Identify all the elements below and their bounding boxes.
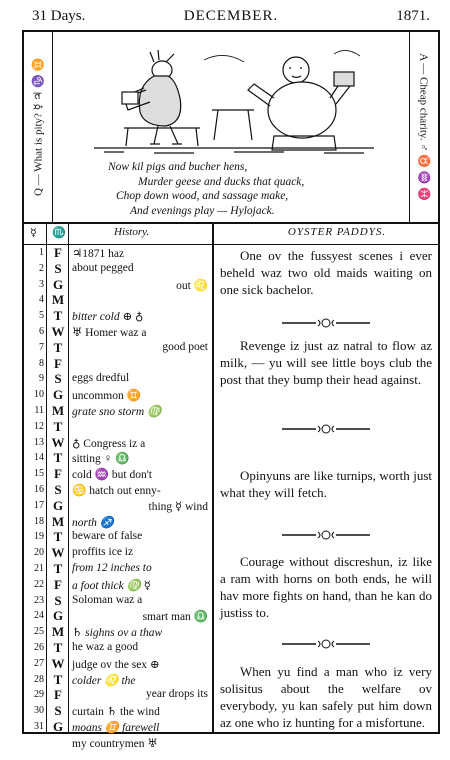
day-letter: F [54, 355, 62, 371]
day-letter: F [54, 466, 62, 482]
essay-paragraph: Opinyuns are like turnips, worth just what they will fetch. [220, 468, 432, 500]
history-note: eggs dredful [72, 372, 130, 385]
day-letter: F [54, 245, 62, 260]
ornament-divider [280, 638, 372, 650]
day-letter: T [53, 529, 63, 545]
day-number: 7 [39, 341, 44, 353]
day-letter: S [54, 592, 62, 608]
day-row [24, 577, 212, 593]
day-number: 29 [34, 689, 44, 701]
history-note: ♁ Congress iz a [72, 437, 146, 450]
verse-line: And evenings play — Hylojack. [130, 204, 275, 217]
left-margin-question [24, 32, 53, 222]
day-letter: T [53, 639, 63, 655]
history-note: he waz a good [72, 640, 139, 653]
day-letter: M [51, 402, 65, 418]
day-number: 11 [34, 404, 44, 416]
history-note: judge ov the sex ⊕ [72, 658, 160, 671]
day-letter: T [53, 560, 63, 576]
history-note: ♅ Homer waz a [72, 326, 147, 339]
day-row [24, 308, 212, 324]
day-number: 14 [34, 452, 44, 464]
day-letter: W [51, 545, 65, 561]
year: 1871. [396, 8, 430, 24]
day-row [24, 719, 212, 735]
day-number: 22 [34, 578, 44, 590]
day-letter: S [54, 481, 62, 497]
day-letter: M [51, 513, 65, 529]
day-number: 16 [34, 483, 44, 495]
history-note: smart man ♎ [142, 611, 208, 624]
history-note: thing ☿ wind [148, 500, 208, 513]
day-letter: G [52, 387, 64, 403]
history-note: cold ♒ but don't [72, 469, 152, 482]
essay-paragraph: When yu find a man who iz very solisitus about the welfare ov everybody, yu kan safely put him down az one who iz hunting for a misfortune. [220, 664, 432, 730]
history-note: north ♐ [72, 516, 115, 529]
day-number: 20 [34, 547, 44, 559]
day-row [24, 277, 212, 293]
day-number: 8 [39, 357, 44, 369]
answer-text: A — Cheap charity. ♂ ♉ ♒ ♓ [417, 53, 430, 201]
day-row [24, 529, 212, 545]
history-note: a foot thick ♍ ☿ [72, 579, 151, 592]
day-number: 21 [34, 562, 44, 574]
history-note: from 12 inches to [72, 561, 152, 574]
day-letter: G [52, 608, 64, 624]
day-number: 17 [34, 499, 44, 511]
day-number: 28 [34, 673, 44, 685]
essay-paragraph: Revenge iz just az natral to flow az milk, — yu will see little boys club the post that they bump their head against. [220, 338, 432, 387]
history-note: out ♌ [176, 279, 208, 292]
essay-paragraph: One ov the fussyest scenes i ever beheld waz two old maids waiting on one sick bachelor. [220, 248, 432, 297]
day-row [24, 324, 212, 340]
day-row [24, 419, 212, 435]
history-note: good poet [162, 340, 208, 353]
day-number: 15 [34, 468, 44, 480]
history-note: about pegged [72, 261, 134, 274]
month-title: DECEMBER. [183, 8, 279, 24]
day-letter: S [54, 703, 62, 719]
ornament-divider [280, 317, 372, 329]
history-note: Soloman waz a [72, 593, 143, 606]
verse-line: Chop down wood, and sassage make, [116, 190, 289, 202]
day-row [24, 640, 212, 656]
history-note: uncommon ♊ [72, 390, 141, 403]
day-number: 12 [34, 420, 44, 432]
day-row [24, 545, 212, 561]
day-number: 26 [34, 641, 44, 653]
day-number: 1 [39, 247, 44, 258]
right-margin-answer [409, 32, 438, 222]
day-letter: F [54, 576, 62, 592]
day-row [24, 387, 212, 403]
question-text: Q — What is pity? ☿ ♃ ♑ ♊ [32, 58, 45, 196]
day-row [24, 672, 212, 688]
day-row [24, 735, 212, 751]
day-number: 31 [34, 720, 44, 732]
day-row [24, 403, 212, 419]
day-letter: S [54, 371, 62, 387]
woodcut-illustration [84, 40, 380, 158]
day-number: 6 [39, 325, 44, 337]
history-note: ♋ hatch out enny- [72, 484, 161, 497]
history-note: curtain ♄ the wind [72, 706, 160, 719]
day-letter: M [51, 624, 65, 640]
day-letter: M [51, 292, 65, 308]
column-divider [212, 222, 214, 732]
history-column-header: History. [114, 226, 150, 238]
letter-column-header: ♏ [52, 227, 66, 239]
day-row [24, 450, 212, 466]
page-header [22, 6, 440, 30]
day-number: 25 [34, 626, 44, 638]
day-row [24, 687, 212, 703]
history-note: bitter cold ⊕ ♁ [72, 311, 144, 324]
day-letter: G [52, 276, 64, 292]
day-number: 2 [39, 262, 44, 274]
illustration-band [24, 32, 438, 224]
day-row [24, 482, 212, 498]
day-letter: G [52, 718, 64, 734]
day-letter: T [53, 450, 63, 466]
day-row [24, 245, 212, 261]
verse-line: Now kil pigs and bucher hens, [108, 161, 248, 173]
day-row [24, 371, 212, 387]
day-row [24, 466, 212, 482]
day-number: 24 [34, 610, 44, 622]
day-letter: T [53, 418, 63, 434]
day-row [24, 356, 212, 372]
column-headers [24, 222, 438, 245]
day-row [24, 593, 212, 609]
day-number: 13 [34, 436, 44, 448]
date-column-header: ☿ [30, 227, 37, 239]
day-letter: W [51, 323, 65, 339]
day-row [24, 624, 212, 640]
day-number: 3 [39, 278, 44, 290]
day-row [24, 703, 212, 719]
history-note: beware of false [72, 530, 143, 543]
day-letter: W [51, 655, 65, 671]
day-number: 9 [39, 373, 44, 385]
history-note: year drops its [146, 688, 208, 701]
day-row [24, 292, 212, 308]
ornament-divider [280, 423, 372, 435]
day-number: 10 [34, 389, 44, 401]
ornament-divider [280, 529, 372, 541]
history-note: colder ♌ the [72, 674, 136, 687]
verse-line: Murder geese and ducks that quack, [138, 175, 305, 188]
history-note: grate sno storm ♍ [72, 405, 162, 418]
day-letter: T [53, 308, 63, 324]
day-letter: T [53, 671, 63, 687]
history-note: sitting ♀ ♎ [72, 453, 130, 466]
verse [94, 160, 374, 218]
almanac-page [22, 30, 440, 750]
essay-paragraph: Courage without discreshun, iz like a ram with horns on both ends, he will hav more fights on hand, than he kan do justiss to. [220, 554, 432, 620]
calendar-days [24, 245, 212, 751]
day-row [24, 561, 212, 577]
history-note: ♃1871 haz [72, 248, 125, 260]
day-number: 18 [34, 515, 44, 527]
history-note: ♄ sighns ov a thaw [72, 627, 163, 640]
day-row [24, 435, 212, 451]
day-number: 19 [34, 531, 44, 543]
day-row [24, 261, 212, 277]
day-row [24, 608, 212, 624]
day-number: 27 [34, 657, 44, 669]
day-number: 30 [34, 705, 44, 717]
day-number: 23 [34, 594, 44, 606]
day-letter: W [51, 434, 65, 450]
days-count: 31 Days. [32, 8, 86, 24]
day-number: 5 [39, 310, 44, 322]
history-note: moans ♊ farewell [72, 721, 160, 734]
day-letter: G [52, 497, 64, 513]
essay-title: OYSTER PADDYS. [287, 226, 387, 238]
day-letter: T [53, 339, 63, 355]
day-row [24, 340, 212, 356]
day-row [24, 656, 212, 672]
day-row [24, 498, 212, 514]
day-letter: S [54, 260, 62, 276]
day-letter: F [54, 687, 62, 703]
history-note: my countrymen ♅ [72, 737, 158, 750]
history-note: proffits ice iz [72, 546, 134, 559]
day-row [24, 514, 212, 530]
day-number: 4 [39, 294, 44, 306]
